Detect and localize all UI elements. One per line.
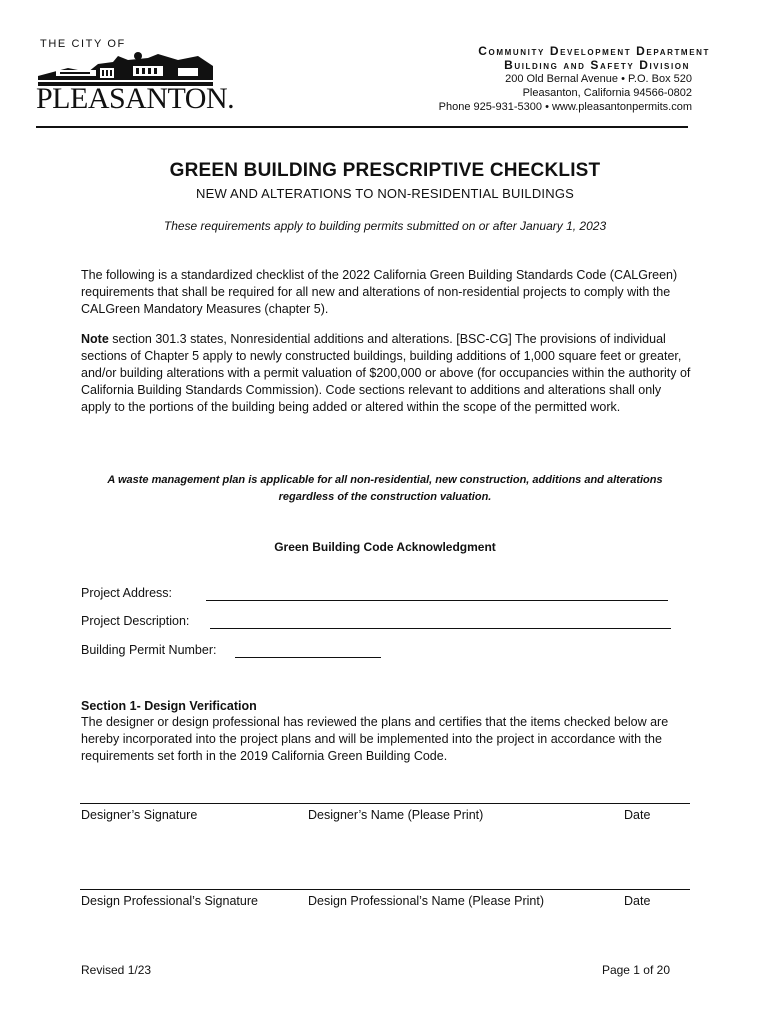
document-subtitle: NEW AND ALTERATIONS TO NON-RESIDENTIAL BUILDINGS <box>196 186 574 201</box>
department-address: 200 Old Bernal Avenue • P.O. Box 520 <box>505 73 692 85</box>
professional-signature-line[interactable] <box>80 889 690 890</box>
revision-label: Revised 1/23 <box>81 963 152 977</box>
acknowledgment-title: Green Building Code Acknowledgment <box>274 540 496 554</box>
city-logo <box>36 38 235 118</box>
logo-wordmark: PLEASANTON. <box>36 82 235 115</box>
designer-name-label: Designer’s Name (Please Print) <box>308 808 484 822</box>
note-label: Note <box>81 332 109 346</box>
department-contact: Phone 925-931-5300 • www.pleasantonpermits.com <box>438 101 692 113</box>
section-1-title: Section 1- Design Verification <box>81 699 257 713</box>
professional-signature-label: Design Professional’s Signature <box>81 894 258 908</box>
waste-management-note: A waste management plan is applicable for all non-residential, new construction, additions and alterations regardless of the construction valuation. <box>107 474 663 503</box>
page-number: Page 1 of 20 <box>601 963 670 977</box>
project-description-label: Project Description: <box>81 614 190 628</box>
permit-number-label: Building Permit Number: <box>81 643 217 657</box>
applicability-note: These requirements apply to building permits submitted on or after January 1, 2023 <box>163 219 607 233</box>
skyline-icon <box>38 50 218 86</box>
division-name: Building and Safety Division <box>504 58 690 72</box>
department-city: Pleasanton, California 94566-0802 <box>522 87 692 99</box>
note-text: section 301.3 states, Nonresidential additions and alterations. [BSC-CG] The provisions of individual sections of Chapter 5 apply to newly constructed buildings, building additions of 1,000 square feet or greater, and/or building alterations with a permit valuation of $200,000 or above (for occupancies within the authority of California Building Standards Commission). Code sections relevant to additions and alterations shall only apply to the portions of the building being added or altered within the scope of the permitted work. <box>81 332 691 414</box>
department-header <box>390 44 710 114</box>
project-description-line[interactable] <box>210 628 671 629</box>
logo-top-text: THE CITY OF <box>40 38 126 50</box>
designer-date-label: Date <box>624 808 651 822</box>
note-paragraph <box>81 331 691 416</box>
professional-name-label: Design Professional’s Name (Please Print) <box>308 894 544 908</box>
project-address-label: Project Address: <box>81 586 173 600</box>
header-divider <box>36 126 688 128</box>
document-title: GREEN BUILDING PRESCRIPTIVE CHECKLIST <box>169 160 601 181</box>
intro-paragraph: The following is a standardized checklist of the 2022 California Green Building Standards Code (CALGreen) requirements that shall be required for all new and alterations of non-residential projects to comply with the CALGreen Mandatory Measures (chapter 5). <box>81 268 678 316</box>
professional-date-label: Date <box>624 894 651 908</box>
department-name: Community Development Department <box>478 44 710 58</box>
designer-signature-label: Designer’s Signature <box>81 808 198 822</box>
permit-number-line[interactable] <box>235 657 381 658</box>
section-1-text: The designer or design professional has reviewed the plans and certifies that the items checked below are hereby incorporated into the project plans and will be implemented into the project in accordance with the requirements set forth in the 2019 California Green Building Code. <box>81 715 669 763</box>
project-address-line[interactable] <box>206 600 668 601</box>
designer-signature-line[interactable] <box>80 803 690 804</box>
